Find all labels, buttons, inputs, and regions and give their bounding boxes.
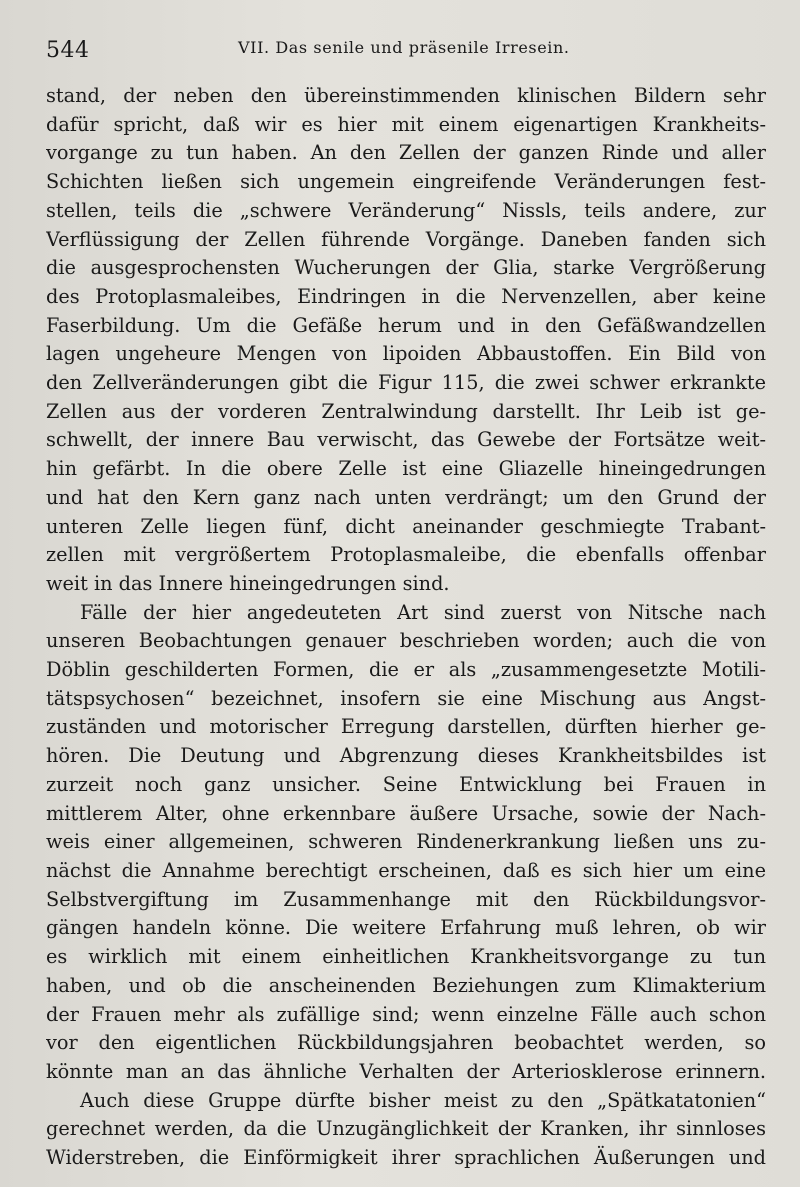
running-title: VII. Das senile und präsenile Irresein. [238, 38, 570, 57]
text-line: hin gefärbt. In die obere Zelle ist eine Gliazelle hineingedrungen [46, 457, 766, 481]
text-line: Schichten ließen sich ungemein eingreifende Veränderungen fest- [46, 170, 766, 194]
text-line: unseren Beobachtungen genauer beschrieben worden; auch die von [46, 629, 766, 653]
page-number: 544 [46, 38, 90, 63]
text-line: Döblin geschilderten Formen, die er als „zusammengesetzte Motili- [46, 658, 766, 682]
text-line: vorgange zu tun haben. An den Zellen der ganzen Rinde und aller [46, 141, 766, 165]
text-line: zuständen und motorischer Erregung darstellen, dürften hierher ge- [46, 715, 766, 739]
text-line: vor den eigentlichen Rückbildungsjahren beobachtet werden, so [46, 1031, 766, 1055]
text-line: zurzeit noch ganz unsicher. Seine Entwicklung bei Frauen in [46, 772, 766, 796]
text-line: den Zellveränderungen gibt die Figur 115, die zwei schwer erkrankte [46, 371, 766, 395]
text-line: weis einer allgemeinen, schweren Rindenerkrankung ließen uns zu- [46, 830, 766, 854]
text-line: mittlerem Alter, ohne erkennbare äußere Ursache, sowie der Nach- [46, 801, 766, 825]
text-line: lagen ungeheure Mengen von lipoiden Abbaustoffen. Ein Bild von [46, 342, 766, 366]
text-line: könnte man an das ähnliche Verhalten der Arteriosklerose erinnern. [46, 1059, 766, 1083]
text-line: der Frauen mehr als zufällige sind; wenn einzelne Fälle auch schon [46, 1002, 766, 1026]
paragraph-3 [46, 1087, 766, 1173]
text-line: schwellt, der innere Bau verwischt, das Gewebe der Fortsätze weit- [46, 428, 766, 452]
text-line: gängen handeln könne. Die weitere Erfahrung muß lehren, ob wir [46, 916, 766, 940]
text-line: des Protoplasmaleibes, Eindringen in die Nervenzellen, aber keine [46, 284, 766, 308]
text-line: die ausgesprochensten Wucherungen der Glia, starke Vergrößerung [46, 256, 766, 280]
text-line: Auch diese Gruppe dürfte bisher meist zu den „Spätkatatonien“ [80, 1088, 766, 1112]
text-line: Zellen aus der vorderen Zentralwindung darstellt. Ihr Leib ist ge- [46, 399, 766, 423]
body-text [46, 82, 766, 1173]
text-line: und hat den Kern ganz nach unten verdrängt; um den Grund der [46, 485, 766, 509]
text-line: zellen mit vergrößertem Protoplasmaleibe, die ebenfalls offenbar [46, 543, 766, 567]
text-line: tätspsychosen“ bezeichnet, insofern sie eine Mischung aus Angst- [46, 686, 766, 710]
running-head [46, 34, 766, 64]
text-line: weit in das Innere hineingedrungen sind. [46, 571, 450, 595]
text-line: es wirklich mit einem einheitlichen Krankheitsvorgange zu tun [46, 945, 766, 969]
text-line: dafür spricht, daß wir es hier mit einem eigenartigen Krankheits- [46, 112, 766, 136]
text-line: Faserbildung. Um die Gefäße herum und in den Gefäßwandzellen [46, 313, 766, 337]
text-line: nächst die Annahme berechtigt erscheinen, daß es sich hier um eine [46, 858, 766, 882]
text-line: hören. Die Deutung und Abgrenzung dieses Krankheitsbildes ist [46, 744, 766, 768]
text-line: stand, der neben den übereinstimmenden klinischen Bildern sehr [46, 84, 766, 107]
text-line: stellen, teils die „schwere Veränderung“ Nissls, teils andere, zur [46, 198, 766, 222]
text-line: gerechnet werden, da die Unzugänglichkeit der Kranken, ihr sinnloses [46, 1117, 766, 1141]
text-line: Fälle der hier angedeuteten Art sind zuerst von Nitsche nach [80, 600, 766, 624]
text-line: haben, und ob die anscheinenden Beziehungen zum Klimakterium [46, 973, 766, 997]
paragraph-2 [46, 599, 766, 1087]
paragraph-1 [46, 82, 766, 599]
text-line: Widerstreben, die Einförmigkeit ihrer sprachlichen Äußerungen und [46, 1146, 766, 1170]
text-line: Selbstvergiftung im Zusammenhange mit den Rückbildungsvor- [46, 887, 766, 911]
text-line: unteren Zelle liegen fünf, dicht aneinander geschmiegte Trabant- [46, 514, 766, 538]
text-line: Verflüssigung der Zellen führende Vorgänge. Daneben fanden sich [46, 227, 766, 251]
